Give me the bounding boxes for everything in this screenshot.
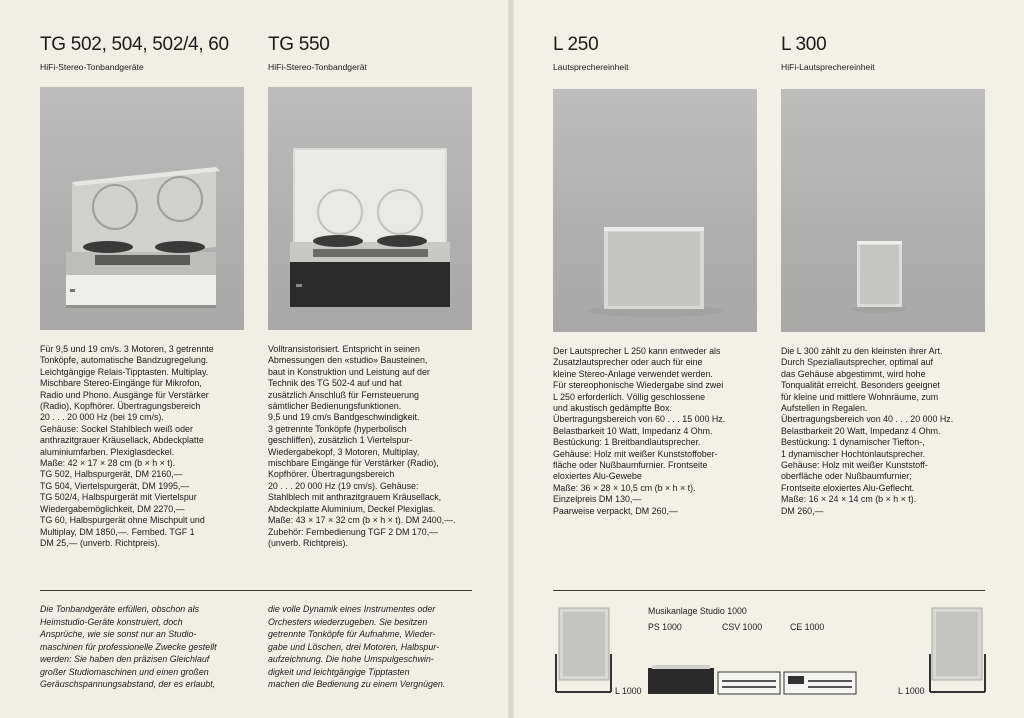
- product-header-l250: [553, 34, 773, 73]
- divider-rule: [40, 590, 472, 591]
- product-subtitle: HiFi-Stereo-Tonbandgeräte: [40, 62, 144, 72]
- component-label: PS 1000: [648, 622, 682, 632]
- product-description: Der Lautsprecher L 250 kann entweder als Zusatzlautsprecher oder auch für eine kleine Stereo-Anlage verwendet werden. Für stereophonische Wiedergabe sind zwei L 250 erforderlich. Völlig geschlossene und akustisch gedämpfte Box. Übertragungsbereich von 60 . . . 15 000 Hz. Belastbarkeit 10 Watt, Impedanz 4 Ohm. Bestückung: 1 Breitbandlautsprecher. Gehäuse: Holz mit weißer Kunststoffober- fläche oder Nußbaumfurnier. Frontseite eloxiertes Alu-Gewebe Maße: 36 × 28 × 10,5 cm (b × h × t). Einzelpreis DM 130,— Paarweise verpackt, DM 260,—: [553, 346, 726, 516]
- component-label: CE 1000: [790, 622, 825, 632]
- product-description: Für 9,5 und 19 cm/s. 3 Motoren, 3 getrennte Tonköpfe, automatische Bandzugregelung. Leichtgängige Relais-Tipptasten. Multiplay. Mischbare Stereo-Eingänge für Mikrofon, Radio und Phono. Ausgänge für Verstärker (Radio), Kopfhörer. Übertragungsbereich 20 . . . 20 000 Hz (bei 19 cm/s). Gehäuse: Sockel Stahlblech weiß oder anthrazitgrauer Kräusellack, Abdeckplatte aluminiumfarben. Plexiglasdeckel. Maße: 42 × 17 × 28 cm (b × h × t). TG 502, Halbspurgerät, DM 2160,— TG 504, Viertelspurgerät, DM 1995,— TG 502/4, Halbspurgerät mit Viertelspur Wiedergabemöglichkeit, DM 2270,— TG 60, Halbspurgerät ohne Mischpult und Multiplay, DM 1850,—. Fernbed. TGF 1 DM 25,— (unverb. Richtpreis).: [40, 344, 214, 548]
- product-header-l300: [781, 34, 1001, 73]
- music-system-title: Musikanlage Studio 1000: [648, 606, 747, 616]
- product-title: TG 502, 504, 502/4, 60: [40, 34, 229, 55]
- product-subtitle: HiFi-Lautsprechereinheit: [781, 62, 875, 72]
- speaker-l300-photo: [781, 89, 985, 332]
- product-description: Volltransistorisiert. Entspricht in seinen Abmessungen den «studio» Bausteinen, baut in Konstruktion und Leistung auf der Technik des TG 502-4 auf und hat zusätzlich Anschluß für Fernsteuerung sämtlicher Bedienungsfunktionen. 9,5 und 19 cm/s Bandgeschwindigkeit. 3 getrennte Tonköpfe (hyperbolisch geschliffen), zusätzlich 1 Viertelspur- Wiedergabekopf, 3 Motoren, Multiplay, mischbare Eingänge für Verstärker (Radio), Kopfhörer. Übertragungsbereich 20 . . . 20 000 Hz (19 cm/s). Gehäuse: Stahlblech mit anthrazitgrauem Kräusellack, Abdeckplatte Aluminium, Deckel Plexiglas. Maße: 43 × 17 × 32 cm (b × h × t). DM 2400,—. Zubehör: Fernbedienung TGF 2 DM 170,— (unverb. Richtpreis).: [268, 344, 456, 548]
- product-subtitle: HiFi-Stereo-Tonbandgerät: [268, 62, 367, 72]
- speaker-l250-photo: [553, 89, 757, 332]
- tape-recorder-tg550-photo: [268, 87, 472, 330]
- product-title: TG 550: [268, 34, 330, 55]
- speaker-label: L 1000: [615, 686, 642, 696]
- product-subtitle: Lautsprechereinheit: [553, 62, 629, 72]
- product-header-tg502: [40, 34, 260, 73]
- hifi-components: [648, 660, 858, 696]
- speaker-l1000-right: [928, 606, 988, 698]
- product-title: L 250: [553, 34, 599, 55]
- component-label: CSV 1000: [722, 622, 763, 632]
- intro-text-left: Die Tonbandgeräte erfüllen, obschon als Heimstudio-Geräte konstruiert, doch Ansprüche, wie sie sonst nur an Studio- maschinen für professionelle Zwecke gestellt werden: Sie haben den präzisen Gleichlauf großer Studiomaschinen und einen großen Geräuschspannungsabstand, der es erlaubt,: [40, 604, 217, 689]
- speaker-l1000-left: [553, 606, 613, 698]
- speaker-label: L 1000: [898, 686, 925, 696]
- page-gutter: [508, 0, 514, 718]
- product-title: L 300: [781, 34, 827, 55]
- divider-rule: [553, 590, 985, 591]
- tape-recorder-tg502-photo: [40, 87, 244, 330]
- intro-text-right: die volle Dynamik eines Instrumentes oder Orchesters wiederzugeben. Sie besitzen getrennte Tonköpfe für Aufnahme, Wieder- gabe und Löschen, drei Motoren, Halbspur- aufzeichnung. Die hohe Umspulgeschwin- digkeit und leichtgängige Tipptasten machen die Bedienung zu einem Vergnügen.: [268, 604, 446, 689]
- product-header-tg550: [268, 34, 488, 73]
- product-description: Die L 300 zählt zu den kleinsten ihrer Art. Durch Speziallautsprecher, optimal auf das Gehäuse abgestimmt, wird hohe Tonqualität erreicht. Besonders geeignet für kleine und mittlere Wohnräume, zum Aufstellen in Regalen. Übertragungsbereich von 40 . . . 20 000 Hz. Belastbarkeit 20 Watt, Impedanz 4 Ohm. Bestückung: 1 dynamischer Tiefton-, 1 dynamischer Hochtonlautsprecher. Gehäuse: Holz mit weißer Kunststoff- oberfläche oder Nußbaumfurnier; Frontseite eloxiertes Alu-Geflecht. Maße: 16 × 24 × 14 cm (b × h × t). DM 260,—: [781, 346, 954, 516]
